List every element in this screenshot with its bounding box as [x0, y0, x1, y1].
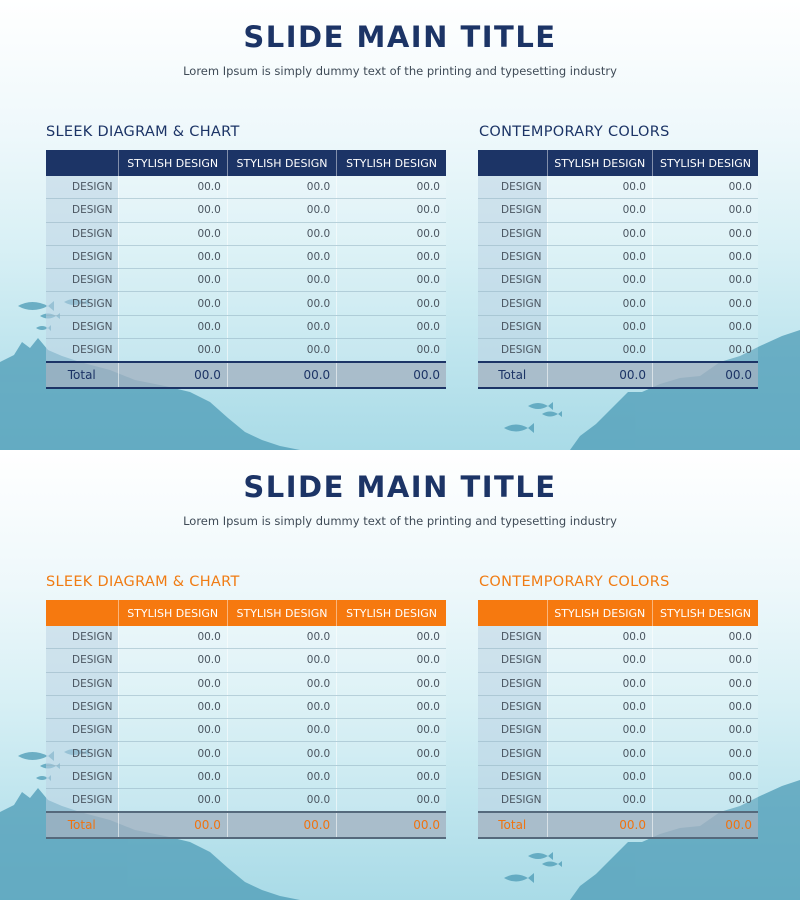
row-label: DESIGN — [46, 672, 118, 695]
table-row — [46, 649, 446, 672]
table-cell: 00.0 — [227, 292, 336, 315]
table-row — [46, 245, 446, 268]
table-row — [46, 765, 446, 788]
row-label: DESIGN — [46, 626, 118, 649]
total-label: Total — [478, 362, 547, 388]
row-label: DESIGN — [478, 199, 547, 222]
row-label: DESIGN — [478, 789, 547, 813]
table-cell: 00.0 — [337, 339, 446, 363]
table-cell: 00.0 — [337, 765, 446, 788]
table-row — [46, 292, 446, 315]
row-label: DESIGN — [46, 339, 118, 363]
table-cell: 00.0 — [547, 292, 653, 315]
table-cell: 00.0 — [337, 292, 446, 315]
total-cell: 00.0 — [653, 812, 759, 838]
table-cell: 00.0 — [653, 649, 759, 672]
design-table-right — [478, 150, 758, 389]
total-cell: 00.0 — [547, 362, 653, 388]
table-row — [478, 245, 758, 268]
table-cell: 00.0 — [653, 695, 759, 718]
table-cell: 00.0 — [337, 315, 446, 338]
table-cell: 00.0 — [337, 199, 446, 222]
table-row — [46, 672, 446, 695]
table-cell: 00.0 — [547, 176, 653, 199]
table-cell: 00.0 — [547, 672, 653, 695]
table-cell: 00.0 — [118, 649, 227, 672]
table-cell: 00.0 — [227, 245, 336, 268]
table-row — [46, 695, 446, 718]
total-label: Total — [478, 812, 547, 838]
row-label: DESIGN — [478, 765, 547, 788]
table-cell: 00.0 — [227, 719, 336, 742]
table-cell: 00.0 — [337, 742, 446, 765]
table-cell: 00.0 — [227, 269, 336, 292]
table-cell: 00.0 — [547, 199, 653, 222]
left-table-heading: SLEEK DIAGRAM & CHART — [46, 574, 240, 590]
table-cell: 00.0 — [653, 245, 759, 268]
table-cell: 00.0 — [118, 269, 227, 292]
table-cell: 00.0 — [337, 269, 446, 292]
table-cell: 00.0 — [227, 199, 336, 222]
table-cell: 00.0 — [118, 245, 227, 268]
corner-header-cell — [478, 600, 547, 626]
fish-icon — [504, 873, 534, 883]
table-cell: 00.0 — [118, 742, 227, 765]
table-cell: 00.0 — [227, 672, 336, 695]
table-cell: 00.0 — [337, 176, 446, 199]
table-row — [478, 199, 758, 222]
table-cell: 00.0 — [547, 339, 653, 363]
total-cell: 00.0 — [118, 362, 227, 388]
row-label: DESIGN — [46, 176, 118, 199]
row-label: DESIGN — [478, 626, 547, 649]
row-label: DESIGN — [478, 719, 547, 742]
row-label: DESIGN — [46, 719, 118, 742]
table-row — [478, 649, 758, 672]
slide-subtitle: Lorem Ipsum is simply dummy text of the printing and typesetting industry — [183, 514, 617, 528]
table-row — [478, 672, 758, 695]
fish-icon — [504, 423, 534, 433]
row-label: DESIGN — [46, 292, 118, 315]
table-cell: 00.0 — [227, 176, 336, 199]
right-table-heading: CONTEMPORARY COLORS — [479, 574, 670, 590]
column-header: STYLISH DESIGN — [653, 600, 759, 626]
table-cell: 00.0 — [547, 695, 653, 718]
table-header-row — [478, 150, 758, 176]
column-header: STYLISH DESIGN — [653, 150, 759, 176]
row-label: DESIGN — [46, 222, 118, 245]
design-table-left — [46, 600, 446, 839]
table-cell: 00.0 — [547, 626, 653, 649]
table-cell: 00.0 — [337, 626, 446, 649]
table-cell: 00.0 — [227, 765, 336, 788]
table-row — [46, 315, 446, 338]
table-header-row — [46, 150, 446, 176]
table-row — [478, 789, 758, 813]
table-cell: 00.0 — [547, 222, 653, 245]
table-cell: 00.0 — [653, 339, 759, 363]
table-cell: 00.0 — [653, 292, 759, 315]
table-cell: 00.0 — [118, 765, 227, 788]
table-row — [46, 339, 446, 363]
total-row — [478, 812, 758, 838]
row-label: DESIGN — [478, 649, 547, 672]
table-cell: 00.0 — [653, 672, 759, 695]
row-label: DESIGN — [46, 695, 118, 718]
slide-orange — [0, 450, 800, 900]
table-cell: 00.0 — [118, 626, 227, 649]
total-cell: 00.0 — [118, 812, 227, 838]
table-row — [478, 742, 758, 765]
row-label: DESIGN — [478, 176, 547, 199]
total-row — [46, 362, 446, 388]
table-cell: 00.0 — [118, 672, 227, 695]
row-label: DESIGN — [46, 315, 118, 338]
corner-header-cell — [46, 600, 118, 626]
table-cell: 00.0 — [118, 339, 227, 363]
table-cell: 00.0 — [227, 626, 336, 649]
slide-title: SLIDE MAIN TITLE — [243, 20, 557, 54]
table-cell: 00.0 — [547, 269, 653, 292]
table-row — [478, 176, 758, 199]
table-cell: 00.0 — [118, 695, 227, 718]
column-header: STYLISH DESIGN — [547, 600, 653, 626]
table-header-row — [46, 600, 446, 626]
table-row — [46, 719, 446, 742]
table-cell: 00.0 — [227, 649, 336, 672]
row-label: DESIGN — [46, 245, 118, 268]
column-header: STYLISH DESIGN — [227, 150, 336, 176]
corner-header-cell — [46, 150, 118, 176]
column-header: STYLISH DESIGN — [118, 600, 227, 626]
table-cell: 00.0 — [227, 789, 336, 813]
table-row — [46, 199, 446, 222]
slide-title: SLIDE MAIN TITLE — [243, 470, 557, 504]
table-row — [46, 789, 446, 813]
row-label: DESIGN — [46, 269, 118, 292]
row-label: DESIGN — [46, 649, 118, 672]
design-table-left — [46, 150, 446, 389]
table-cell: 00.0 — [118, 315, 227, 338]
table-cell: 00.0 — [653, 742, 759, 765]
table-row — [478, 626, 758, 649]
column-header: STYLISH DESIGN — [547, 150, 653, 176]
row-label: DESIGN — [478, 315, 547, 338]
table-cell: 00.0 — [337, 245, 446, 268]
table-cell: 00.0 — [337, 222, 446, 245]
table-row — [478, 269, 758, 292]
row-label: DESIGN — [478, 672, 547, 695]
row-label: DESIGN — [478, 245, 547, 268]
table-cell: 00.0 — [337, 672, 446, 695]
table-cell: 00.0 — [227, 742, 336, 765]
table-cell: 00.0 — [118, 176, 227, 199]
slide-subtitle: Lorem Ipsum is simply dummy text of the printing and typesetting industry — [183, 64, 617, 78]
fish-icon — [528, 402, 553, 410]
table-cell: 00.0 — [653, 315, 759, 338]
table-cell: 00.0 — [227, 315, 336, 338]
table-row — [46, 269, 446, 292]
total-cell: 00.0 — [337, 812, 446, 838]
fish-icon — [542, 861, 562, 867]
column-header: STYLISH DESIGN — [337, 150, 446, 176]
row-label: DESIGN — [46, 199, 118, 222]
table-cell: 00.0 — [227, 339, 336, 363]
table-cell: 00.0 — [653, 765, 759, 788]
table-cell: 00.0 — [547, 765, 653, 788]
fish-icon — [542, 411, 562, 417]
row-label: DESIGN — [478, 695, 547, 718]
table-row — [478, 719, 758, 742]
table-row — [478, 292, 758, 315]
table-cell: 00.0 — [653, 719, 759, 742]
table-cell: 00.0 — [227, 695, 336, 718]
row-label: DESIGN — [46, 789, 118, 813]
table-cell: 00.0 — [118, 789, 227, 813]
table-cell: 00.0 — [547, 719, 653, 742]
fish-icon — [528, 852, 553, 860]
table-cell: 00.0 — [653, 199, 759, 222]
row-label: DESIGN — [478, 742, 547, 765]
table-cell: 00.0 — [118, 199, 227, 222]
table-cell: 00.0 — [653, 222, 759, 245]
table-cell: 00.0 — [337, 695, 446, 718]
table-row — [478, 222, 758, 245]
total-row — [46, 812, 446, 838]
total-cell: 00.0 — [227, 362, 336, 388]
table-cell: 00.0 — [547, 742, 653, 765]
total-cell: 00.0 — [547, 812, 653, 838]
row-label: DESIGN — [478, 269, 547, 292]
table-cell: 00.0 — [227, 222, 336, 245]
column-header: STYLISH DESIGN — [337, 600, 446, 626]
table-cell: 00.0 — [653, 176, 759, 199]
right-table-heading: CONTEMPORARY COLORS — [479, 124, 670, 140]
table-row — [46, 626, 446, 649]
table-row — [46, 222, 446, 245]
design-table-right — [478, 600, 758, 839]
table-row — [478, 765, 758, 788]
table-cell: 00.0 — [653, 789, 759, 813]
row-label: DESIGN — [46, 742, 118, 765]
table-cell: 00.0 — [337, 649, 446, 672]
row-label: DESIGN — [478, 222, 547, 245]
total-label: Total — [46, 362, 118, 388]
table-cell: 00.0 — [547, 789, 653, 813]
table-cell: 00.0 — [653, 626, 759, 649]
table-row — [478, 315, 758, 338]
table-row — [46, 742, 446, 765]
total-cell: 00.0 — [653, 362, 759, 388]
table-cell: 00.0 — [547, 649, 653, 672]
table-header-row — [478, 600, 758, 626]
row-label: DESIGN — [478, 292, 547, 315]
column-header: STYLISH DESIGN — [227, 600, 336, 626]
table-cell: 00.0 — [118, 222, 227, 245]
table-cell: 00.0 — [547, 315, 653, 338]
column-header: STYLISH DESIGN — [118, 150, 227, 176]
total-cell: 00.0 — [227, 812, 336, 838]
left-table-heading: SLEEK DIAGRAM & CHART — [46, 124, 240, 140]
table-row — [46, 176, 446, 199]
table-row — [478, 695, 758, 718]
corner-header-cell — [478, 150, 547, 176]
total-row — [478, 362, 758, 388]
total-label: Total — [46, 812, 118, 838]
table-cell: 00.0 — [118, 719, 227, 742]
table-row — [478, 339, 758, 363]
total-cell: 00.0 — [337, 362, 446, 388]
row-label: DESIGN — [46, 765, 118, 788]
table-cell: 00.0 — [337, 789, 446, 813]
table-cell: 00.0 — [118, 292, 227, 315]
row-label: DESIGN — [478, 339, 547, 363]
table-cell: 00.0 — [337, 719, 446, 742]
table-cell: 00.0 — [653, 269, 759, 292]
table-cell: 00.0 — [547, 245, 653, 268]
